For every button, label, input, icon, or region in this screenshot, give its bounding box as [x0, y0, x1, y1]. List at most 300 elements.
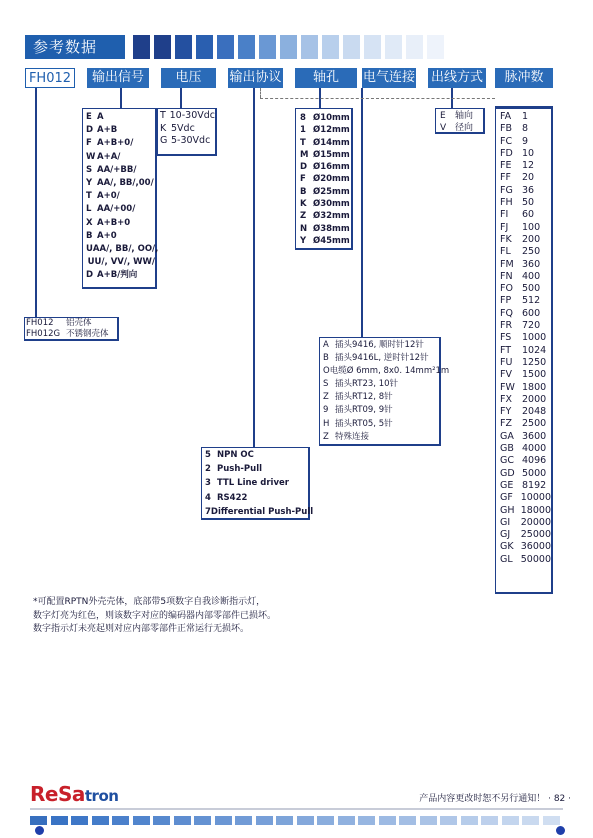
ppr-code: FD — [500, 147, 513, 159]
shaft-value: Ø10mm — [313, 113, 350, 123]
ppr-value: 12 — [522, 160, 535, 172]
footer-rule — [30, 808, 563, 810]
footer-square — [30, 816, 47, 825]
connector-line — [120, 88, 122, 108]
ppr-code: FY — [500, 406, 512, 418]
tab-outlet: 出线方式 — [428, 68, 486, 88]
ppr-code: GD — [500, 467, 515, 479]
ppr-option — [500, 431, 551, 443]
signal-option — [86, 203, 155, 216]
footer-square — [256, 816, 273, 825]
signal-code: B — [86, 230, 93, 241]
ppr-value: 8192 — [522, 479, 547, 491]
footer-square — [153, 816, 170, 825]
shaft-value: Ø45mm — [313, 235, 350, 246]
ppr-value: 5000 — [522, 467, 547, 479]
connector-line — [35, 88, 37, 318]
voltage-option — [160, 135, 215, 148]
ppr-code: FJ — [500, 221, 509, 233]
ppr-option — [500, 123, 551, 135]
outlet-value: 轴向 — [455, 111, 474, 121]
protocol-option — [205, 462, 308, 476]
header-square — [217, 35, 234, 59]
ppr-option — [500, 382, 551, 394]
signal-code: F — [86, 138, 92, 149]
ppr-value: 20000 — [520, 516, 551, 528]
logo-red: ReSa — [30, 782, 85, 806]
connection-option — [323, 378, 439, 391]
shaft-value: Ø14mm — [313, 137, 350, 148]
footer-square — [502, 816, 519, 825]
ppr-value: 18000 — [520, 504, 551, 516]
ppr-value: 50000 — [520, 553, 551, 565]
model-code: FH012 — [26, 318, 54, 328]
ppr-code: GJ — [500, 529, 511, 541]
connection-code: B — [323, 353, 329, 364]
header-square — [322, 35, 339, 59]
ppr-option — [500, 246, 551, 258]
ppr-option — [500, 295, 551, 307]
signal-value: AA/, BB/, OO/, — [92, 244, 159, 255]
signal-value: A+B+0/ — [97, 138, 134, 149]
signal-value: UU/, VV/, WW/ — [87, 257, 155, 268]
shaft-code: Z — [300, 211, 307, 222]
protocol-value: TTL Line driver — [217, 478, 289, 489]
protocol-option — [205, 448, 308, 462]
signal-code: Y — [86, 178, 93, 189]
ppr-option — [500, 357, 551, 369]
ppr-value: 50 — [522, 197, 535, 209]
signal-value: AA/+00/ — [97, 204, 136, 215]
header-square — [280, 35, 297, 59]
tab-model: FH012 — [25, 68, 75, 88]
signal-value: A+A/ — [97, 151, 121, 162]
ppr-code: FU — [500, 356, 513, 368]
footer-square — [51, 816, 68, 825]
protocol-option — [205, 491, 308, 505]
ppr-code: FI — [500, 209, 509, 221]
header-square — [196, 35, 213, 59]
ppr-option — [500, 529, 551, 541]
voltage-options — [157, 108, 217, 156]
shaft-option — [300, 137, 351, 149]
ppr-code: GB — [500, 443, 514, 455]
shaft-option — [300, 149, 351, 161]
header-square — [259, 35, 276, 59]
ppr-option — [500, 148, 551, 160]
dashed-guide — [260, 88, 261, 98]
ppr-value: 10000 — [520, 492, 551, 504]
ppr-value: 100 — [522, 221, 541, 233]
connection-option — [323, 365, 450, 378]
footer-square — [133, 816, 150, 825]
connector-line — [180, 88, 182, 108]
footer-square — [194, 816, 211, 825]
ppr-option — [500, 394, 551, 406]
signal-code: L — [86, 204, 92, 215]
voltage-code: T — [160, 110, 166, 121]
protocol-value: Differential Push-Pull — [210, 506, 314, 517]
ppr-option — [500, 480, 551, 492]
ppr-value: 360 — [522, 258, 541, 270]
ppr-option — [500, 185, 551, 197]
signal-code: S — [86, 164, 93, 175]
connection-value: 插头RT23, 10针 — [335, 379, 399, 390]
signal-option — [86, 217, 155, 230]
ppr-value: 60 — [522, 209, 535, 221]
ppr-option — [500, 554, 551, 566]
ppr-code: GF — [500, 492, 513, 504]
footer-square — [440, 816, 457, 825]
connection-code: Z — [323, 392, 329, 403]
ppr-code: FV — [500, 369, 512, 381]
protocol-code: 7 — [205, 506, 211, 517]
signal-option — [86, 269, 155, 282]
footnote-line: 数字指示灯未亮起则对应内部零部件正常运行无损坏。 — [33, 624, 250, 634]
signal-option — [86, 111, 155, 124]
ppr-value: 2048 — [522, 406, 547, 418]
ppr-code: FT — [500, 344, 512, 356]
ppr-option — [500, 271, 551, 283]
ppr-value: 720 — [522, 320, 541, 332]
shaft-option — [300, 223, 351, 235]
protocol-code: 4 — [205, 492, 211, 503]
footer-square — [338, 816, 355, 825]
ppr-option — [500, 172, 551, 184]
model-value: 铝壳体 — [66, 318, 92, 328]
protocol-option — [205, 476, 308, 490]
protocol-option — [205, 505, 314, 519]
tab-protocol: 输出协议 — [228, 68, 283, 88]
ppr-option — [500, 468, 551, 480]
footer-square — [358, 816, 375, 825]
header-square — [385, 35, 402, 59]
ppr-option — [500, 259, 551, 271]
connection-option — [323, 418, 439, 431]
ppr-option — [500, 455, 551, 467]
header-square — [175, 35, 192, 59]
footer-square — [522, 816, 539, 825]
ppr-value: 1 — [522, 111, 529, 122]
shaft-code: N — [300, 223, 308, 234]
page-title: 参考数据 — [25, 35, 125, 59]
ppr-code: FH — [500, 197, 513, 209]
ppr-option — [500, 283, 551, 295]
signal-option — [86, 124, 155, 137]
shaft-code: T — [300, 137, 306, 148]
signal-code: D — [86, 270, 94, 281]
ppr-value: 3600 — [522, 430, 547, 442]
corner-dot — [556, 826, 565, 835]
connection-option — [323, 431, 439, 444]
ppr-option — [500, 505, 551, 517]
signal-code: T — [86, 191, 92, 202]
protocol-code: 3 — [205, 478, 211, 489]
footer-square — [481, 816, 498, 825]
connection-options — [319, 337, 450, 446]
signal-value: A+B — [97, 125, 118, 136]
ppr-code: FP — [500, 295, 512, 307]
ppr-option — [500, 308, 551, 320]
header-square — [301, 35, 318, 59]
ppr-option — [500, 541, 551, 553]
footer-square — [399, 816, 416, 825]
ppr-value: 1800 — [522, 381, 547, 393]
ppr-value: 20 — [522, 172, 535, 184]
connector-line — [253, 88, 255, 448]
ppr-value: 400 — [522, 270, 541, 282]
shaft-value: Ø15mm — [313, 149, 350, 160]
outlet-code: V — [440, 123, 447, 133]
shaft-value: Ø20mm — [313, 174, 350, 185]
outlet-code: E — [440, 111, 446, 121]
ppr-code: GA — [500, 430, 514, 442]
ppr-code: GI — [500, 516, 511, 528]
shaft-code: 1 — [300, 125, 306, 136]
ppr-option — [500, 369, 551, 381]
tab-connection: 电气连接 — [362, 68, 416, 88]
ppr-value: 512 — [522, 295, 541, 307]
signal-option — [86, 190, 155, 203]
ppr-code: FM — [500, 258, 514, 270]
ppr-value: 36 — [522, 184, 535, 196]
ppr-code: FS — [500, 332, 512, 344]
voltage-value: 10-30Vdc — [169, 110, 215, 121]
model-code: FH012G — [26, 329, 61, 339]
footer-notice: 产品内容更改时恕不另行通知！ · 82 · — [419, 794, 571, 804]
outlet-options — [435, 108, 485, 134]
ppr-value: 36000 — [520, 541, 551, 553]
shaft-code: 8 — [300, 113, 306, 123]
footer-square — [71, 816, 88, 825]
shaft-option — [300, 210, 351, 222]
dashed-guide — [260, 98, 495, 99]
ppr-options — [495, 108, 553, 594]
ppr-code: FA — [500, 111, 512, 122]
connection-option — [323, 391, 439, 404]
signal-code: X — [86, 217, 93, 228]
shaft-option — [300, 235, 351, 247]
ppr-option — [500, 345, 551, 357]
shaft-code: Y — [300, 235, 307, 246]
voltage-code: K — [160, 122, 167, 134]
signal-options — [82, 108, 157, 289]
ppr-option — [500, 222, 551, 234]
connection-code: S — [323, 379, 329, 390]
connection-option — [323, 352, 439, 365]
shaft-code: B — [300, 186, 307, 197]
voltage-option — [160, 110, 215, 123]
header-square — [364, 35, 381, 59]
ppr-code: GE — [500, 479, 514, 491]
footer-square — [297, 816, 314, 825]
connection-code: A — [323, 340, 329, 350]
ppr-code: FZ — [500, 418, 512, 430]
header-square — [427, 35, 444, 59]
ppr-value: 1000 — [522, 332, 547, 344]
protocol-code: 5 — [205, 450, 211, 460]
connection-value: 电缆Ø 6mm, 8x0. 14mm²1m — [329, 366, 450, 377]
model-options — [24, 317, 119, 341]
shaft-options — [295, 108, 353, 250]
connection-option — [323, 404, 439, 417]
protocol-options — [201, 447, 314, 520]
ppr-value: 1024 — [522, 344, 547, 356]
ppr-value: 250 — [522, 246, 541, 258]
ppr-code: GC — [500, 455, 514, 467]
ppr-option — [500, 160, 551, 172]
footer-square — [276, 816, 293, 825]
corner-dot — [35, 826, 44, 835]
footer-square — [92, 816, 109, 825]
header-square — [238, 35, 255, 59]
signal-code: D — [86, 125, 94, 136]
signal-value: AA/+BB/ — [97, 164, 137, 175]
ppr-code: GL — [500, 553, 513, 565]
tab-voltage: 电压 — [161, 68, 216, 88]
connection-value: 插头9416, 顺时针12针 — [335, 340, 424, 350]
ppr-code: FQ — [500, 307, 513, 319]
signal-value: AA/, BB/,00/ — [97, 178, 154, 189]
ppr-code: FC — [500, 135, 513, 147]
ppr-value: 25000 — [520, 529, 551, 541]
shaft-value: Ø12mm — [313, 125, 350, 136]
ppr-option — [500, 406, 551, 418]
voltage-value: 5-30Vdc — [171, 135, 211, 146]
shaft-value: Ø25mm — [313, 186, 350, 197]
shaft-value: Ø16mm — [313, 162, 350, 173]
shaft-code: F — [300, 174, 306, 185]
connection-value: 插头RT12, 8针 — [335, 392, 393, 403]
protocol-code: 2 — [205, 464, 211, 475]
outlet-value: 径向 — [455, 123, 474, 133]
ppr-code: FW — [500, 381, 515, 393]
header-square — [133, 35, 150, 59]
signal-option — [86, 164, 155, 177]
shaft-option — [300, 173, 351, 185]
signal-option — [86, 230, 155, 243]
ppr-option — [500, 418, 551, 430]
ppr-option — [500, 320, 551, 332]
signal-value: A — [97, 112, 104, 122]
footnote-line: 数字灯亮为红色，则该数字对应的编码器内部零部件已损坏。 — [33, 610, 277, 621]
shaft-value: Ø30mm — [313, 199, 350, 210]
ppr-value: 600 — [522, 307, 541, 319]
footer-square — [174, 816, 191, 825]
ppr-code: GK — [500, 541, 514, 553]
voltage-option — [160, 123, 215, 136]
ppr-value: 8 — [522, 123, 529, 135]
protocol-value: RS422 — [217, 492, 248, 503]
signal-code: W — [86, 151, 96, 162]
shaft-option — [300, 198, 351, 210]
signal-option — [86, 151, 155, 164]
model-option — [26, 318, 117, 329]
ppr-value: 2000 — [522, 393, 547, 405]
ppr-value: 10 — [522, 147, 535, 159]
ppr-option — [500, 517, 551, 529]
footer-square — [420, 816, 437, 825]
footer-square — [235, 816, 252, 825]
shaft-value: Ø38mm — [313, 223, 350, 234]
ppr-value: 500 — [522, 283, 541, 295]
footer-square — [461, 816, 478, 825]
connection-code: Z — [323, 431, 329, 442]
header-square — [154, 35, 171, 59]
connection-code: H — [323, 418, 330, 429]
signal-value: A+B/判向 — [97, 270, 138, 281]
ppr-code: FG — [500, 184, 513, 196]
ppr-value: 200 — [522, 233, 541, 245]
connection-value: 插头RT05, 5针 — [335, 418, 393, 429]
footer-square — [112, 816, 129, 825]
footer-square — [215, 816, 232, 825]
footer-square — [543, 816, 560, 825]
shaft-option — [300, 186, 351, 198]
ppr-value: 1500 — [522, 369, 547, 381]
signal-value: A+0 — [97, 230, 117, 241]
connection-option — [323, 339, 439, 352]
footer-square — [317, 816, 334, 825]
ppr-option — [500, 197, 551, 209]
ppr-code: FN — [500, 270, 513, 282]
signal-code: E — [86, 112, 92, 122]
ppr-code: GH — [500, 504, 515, 516]
signal-option — [86, 243, 159, 256]
voltage-code: G — [160, 135, 168, 146]
ppr-code: FE — [500, 160, 512, 172]
ppr-option — [500, 234, 551, 246]
ppr-code: FR — [500, 320, 513, 332]
ppr-value: 9 — [522, 135, 529, 147]
signal-option — [86, 137, 155, 150]
ppr-option — [500, 332, 551, 344]
shaft-code: M — [300, 149, 309, 160]
brand-logo — [30, 782, 118, 806]
ppr-code: FB — [500, 123, 512, 135]
outlet-option — [440, 122, 483, 134]
signal-value: A+0/ — [97, 191, 120, 202]
header-square — [343, 35, 360, 59]
footnote — [33, 596, 363, 637]
logo-blue: tron — [84, 787, 119, 805]
signal-option — [86, 256, 155, 269]
ppr-option — [500, 492, 551, 504]
shaft-option — [300, 124, 351, 136]
shaft-option — [300, 161, 351, 173]
shaft-option — [300, 112, 351, 124]
tab-signal: 输出信号 — [87, 68, 149, 88]
connection-value: 插头9416L, 逆时针12针 — [335, 353, 429, 364]
ppr-value: 1250 — [522, 356, 547, 368]
ppr-option — [500, 209, 551, 221]
ppr-option — [500, 111, 551, 123]
ppr-value: 4096 — [522, 455, 547, 467]
ppr-code: FF — [500, 172, 511, 184]
signal-code: U — [86, 244, 93, 255]
header-square — [406, 35, 423, 59]
model-option — [26, 329, 117, 340]
ppr-code: FX — [500, 393, 512, 405]
shaft-code: K — [300, 199, 307, 210]
signal-option — [86, 177, 155, 190]
footnote-line: *可配置RPTN外壳壳体，底部带5项数字自我诊断指示灯， — [33, 597, 266, 607]
footer-square — [379, 816, 396, 825]
protocol-value: NPN OC — [217, 450, 254, 460]
signal-value: A+B+0 — [97, 217, 131, 228]
connection-code: O — [323, 366, 330, 377]
tab-shaft: 轴孔 — [295, 68, 357, 88]
